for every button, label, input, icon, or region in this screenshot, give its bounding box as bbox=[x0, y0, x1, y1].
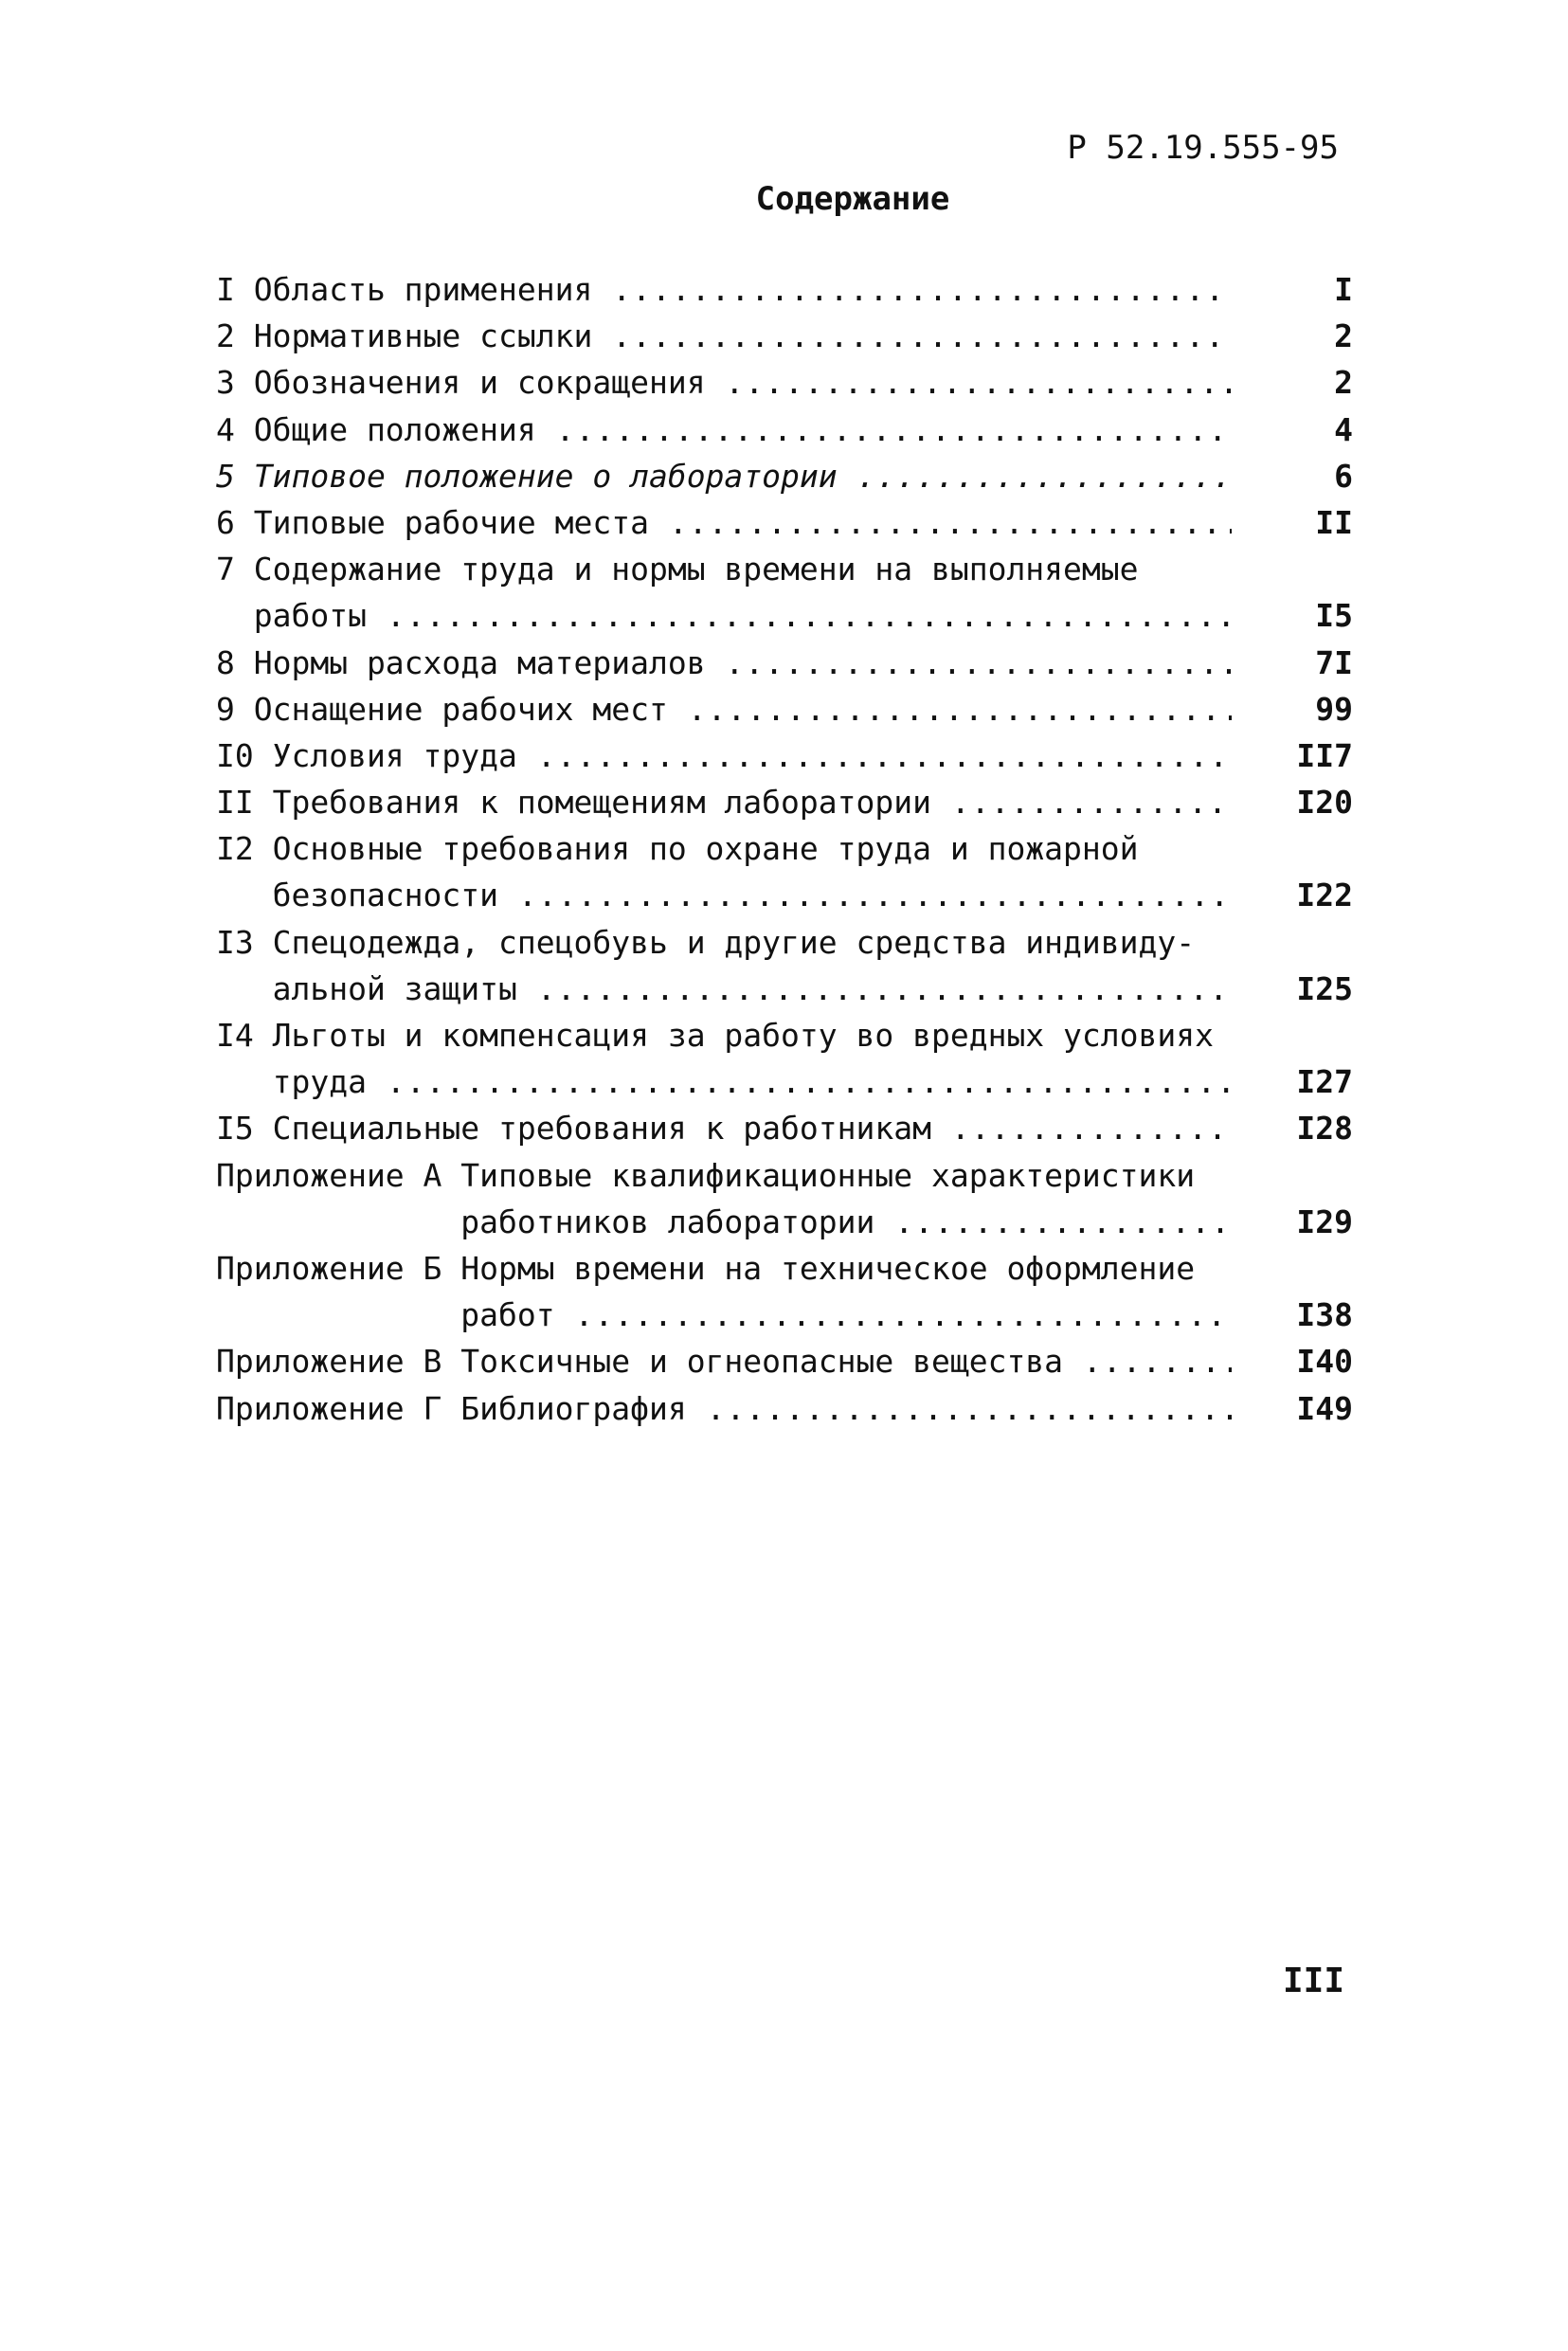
toc-entry bbox=[216, 592, 1353, 639]
toc-entry bbox=[216, 640, 1353, 686]
toc-entry-page: I bbox=[1334, 271, 1353, 308]
toc-entry-label-cont: работы ..... bbox=[216, 592, 1232, 639]
toc-entry bbox=[216, 732, 1353, 779]
toc-entry bbox=[216, 313, 1353, 359]
toc-entry bbox=[216, 1199, 1353, 1245]
toc-entry-label: 5 Типовое положение о лаборатории ..... bbox=[216, 453, 1232, 499]
toc-entry-page: 99 bbox=[1315, 690, 1353, 728]
toc-entry-page: II7 bbox=[1296, 736, 1353, 774]
toc-entry-label: I4 Льготы и компенсация за работу во вредных условиях bbox=[216, 1017, 1214, 1054]
toc-entry bbox=[216, 499, 1353, 546]
toc-entry-label-cont: альной защиты ..... bbox=[216, 966, 1232, 1012]
toc-entry-label: Приложение А Типовые квалификационные характеристики bbox=[216, 1156, 1196, 1194]
toc-entry-label: I3 Спецодежда, спецобувь и другие средства индивиду- bbox=[216, 923, 1196, 961]
toc-entry-page: I29 bbox=[1296, 1203, 1353, 1240]
toc-entry-label: I2 Основные требования по охране труда и пожарной bbox=[216, 830, 1139, 868]
toc-entry-label: 8 Нормы расхода материалов ..... bbox=[216, 640, 1232, 686]
toc-entry-page: I28 bbox=[1296, 1110, 1353, 1148]
toc-entry bbox=[216, 1058, 1353, 1105]
toc-entry-page: II bbox=[1315, 503, 1353, 541]
toc-entry-page: I22 bbox=[1296, 877, 1353, 914]
toc-entry-page: 2 bbox=[1334, 364, 1353, 402]
toc-entry-page: 7I bbox=[1315, 643, 1353, 681]
toc-entry-label: Приложение Б Нормы времени на техническое оформление bbox=[216, 1249, 1196, 1287]
toc-entry-page: I20 bbox=[1296, 784, 1353, 822]
toc-entry-page: 2 bbox=[1334, 317, 1353, 355]
toc-entry-label-cont: труда ..... bbox=[216, 1058, 1232, 1105]
toc-entry-label: 4 Общие положения ..... bbox=[216, 407, 1232, 453]
toc-entry bbox=[216, 453, 1353, 499]
toc-entry-page: I38 bbox=[1296, 1296, 1353, 1334]
toc-entry-label-cont: работников лаборатории ..... bbox=[216, 1199, 1232, 1245]
toc-entry bbox=[216, 1292, 1353, 1338]
toc-entry-label: I0 Условия труда ..... bbox=[216, 732, 1232, 779]
toc-entry-line bbox=[216, 825, 1353, 872]
toc-entry-page: I40 bbox=[1296, 1343, 1353, 1381]
toc-entry-label-cont: работ ..... bbox=[216, 1292, 1232, 1338]
toc-entry bbox=[216, 266, 1353, 313]
toc-entry-label: Приложение В Токсичные и огнеопасные вещества ..... bbox=[216, 1338, 1232, 1384]
page-number: III bbox=[1282, 1962, 1344, 2000]
toc-entry-label: II Требования к помещениям лаборатории ..... bbox=[216, 779, 1232, 825]
toc-entry bbox=[216, 779, 1353, 825]
page-title: Содержание bbox=[755, 180, 950, 218]
document-code: Р 52.19.555-95 bbox=[1067, 129, 1339, 167]
toc-entry-page: I27 bbox=[1296, 1063, 1353, 1101]
toc-entry-line bbox=[216, 1012, 1353, 1058]
toc-entry bbox=[216, 359, 1353, 406]
toc-entry bbox=[216, 407, 1353, 453]
toc-entry-label: I Область применения ..... bbox=[216, 266, 1232, 313]
toc-entry-page: 6 bbox=[1334, 457, 1353, 495]
toc-entry-line bbox=[216, 1245, 1353, 1292]
toc-entry-page: I5 bbox=[1315, 597, 1353, 635]
toc-entry bbox=[216, 686, 1353, 732]
toc-entry-label: 9 Оснащение рабочих мест ..... bbox=[216, 686, 1232, 732]
toc-entry bbox=[216, 966, 1353, 1012]
toc-entry bbox=[216, 872, 1353, 918]
toc-entry-label: 7 Содержание труда и нормы времени на выполняемые bbox=[216, 551, 1139, 588]
toc-entry-label-cont: безопасности ..... bbox=[216, 872, 1232, 918]
toc-entry-page: 4 bbox=[1334, 410, 1353, 448]
toc-entry-line bbox=[216, 546, 1353, 592]
table-of-contents bbox=[216, 266, 1353, 1432]
toc-entry bbox=[216, 1385, 1353, 1432]
toc-entry-page: I49 bbox=[1296, 1389, 1353, 1427]
toc-entry-label: 6 Типовые рабочие места ..... bbox=[216, 499, 1232, 546]
toc-entry-line bbox=[216, 919, 1353, 966]
toc-entry-label: 2 Нормативные ссылки ..... bbox=[216, 313, 1232, 359]
toc-entry-page: I25 bbox=[1296, 969, 1353, 1007]
toc-entry-line bbox=[216, 1152, 1353, 1199]
toc-entry bbox=[216, 1105, 1353, 1151]
toc-entry-label: I5 Специальные требования к работникам ..... bbox=[216, 1105, 1232, 1151]
toc-entry-label: Приложение Г Библиография ..... bbox=[216, 1385, 1232, 1432]
toc-entry bbox=[216, 1338, 1353, 1384]
toc-entry-label: 3 Обозначения и сокращения ..... bbox=[216, 359, 1232, 406]
